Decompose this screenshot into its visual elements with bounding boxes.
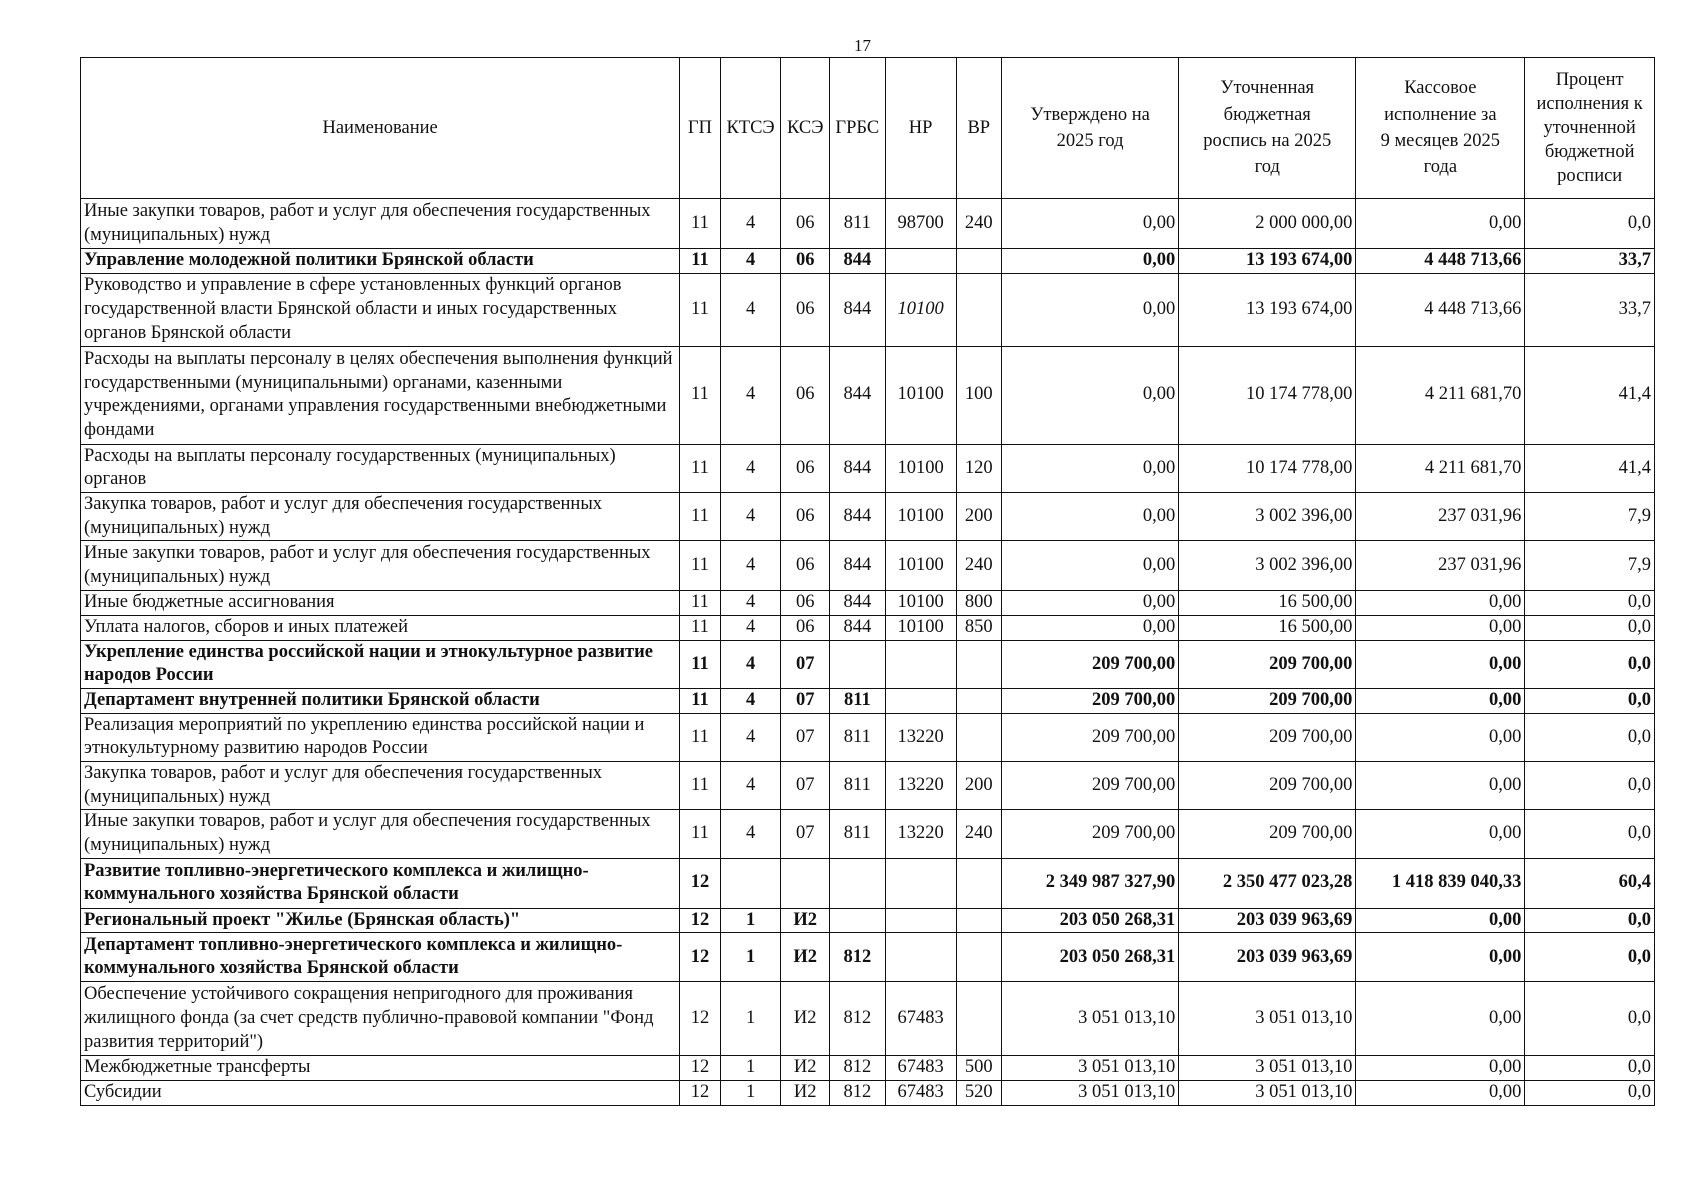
- cell-vr: [956, 908, 1002, 933]
- cell-ktse: 4: [720, 810, 781, 858]
- cell-refined: 209 700,00: [1179, 810, 1356, 858]
- cell-name: Межбюджетные трансферты: [81, 1056, 680, 1081]
- header-kse: КСЭ: [781, 58, 830, 199]
- cell-percent: 7,9: [1525, 541, 1655, 591]
- cell-refined: 203 039 963,69: [1179, 908, 1356, 933]
- cell-gp: 11: [680, 199, 720, 249]
- cell-cash: 0,00: [1356, 982, 1525, 1056]
- cell-name: Иные бюджетные ассигнования: [81, 591, 680, 616]
- cell-grbs: 844: [830, 273, 886, 346]
- cell-kse: 07: [781, 713, 830, 761]
- cell-cash: 4 211 681,70: [1356, 444, 1525, 492]
- cell-grbs: 844: [830, 493, 886, 541]
- table-row: [81, 982, 1655, 1056]
- cell-approved: 0,00: [1002, 591, 1179, 616]
- cell-vr: 240: [956, 810, 1002, 858]
- cell-ktse: 4: [720, 199, 781, 249]
- cell-nr: [885, 689, 956, 714]
- cell-refined: 203 039 963,69: [1179, 933, 1356, 982]
- cell-kse: [781, 858, 830, 908]
- table-row: [81, 933, 1655, 982]
- cell-percent: 0,0: [1525, 810, 1655, 858]
- cell-grbs: 811: [830, 689, 886, 714]
- table-row: [81, 346, 1655, 444]
- cell-refined: 3 002 396,00: [1179, 541, 1356, 591]
- cell-name: Укрепление единства российской нации и этнокультурное развитие народов России: [81, 640, 680, 688]
- cell-ktse: 1: [720, 1081, 781, 1106]
- cell-vr: [956, 713, 1002, 761]
- cell-vr: 120: [956, 444, 1002, 492]
- cell-cash: 0,00: [1356, 616, 1525, 641]
- cell-name: Департамент внутренней политики Брянской области: [81, 689, 680, 714]
- cell-gp: 12: [680, 982, 720, 1056]
- cell-cash: 0,00: [1356, 810, 1525, 858]
- cell-gp: 11: [680, 713, 720, 761]
- cell-approved: 0,00: [1002, 493, 1179, 541]
- cell-ktse: 1: [720, 933, 781, 982]
- cell-kse: 06: [781, 493, 830, 541]
- cell-name: Расходы на выплаты персоналу в целях обеспечения выполнения функций государственными (муниципальными) органами, казенными учреждениями, органами управления государственными внебюджетными фондами: [81, 346, 680, 444]
- header-percent: Процент исполнения к уточненной бюджетной росписи: [1525, 58, 1655, 199]
- header-refined: Уточненная бюджетная роспись на 2025 год: [1179, 58, 1356, 199]
- cell-kse: И2: [781, 982, 830, 1056]
- cell-vr: 100: [956, 346, 1002, 444]
- table-row: [81, 689, 1655, 714]
- cell-gp: 11: [680, 762, 720, 810]
- cell-gp: 11: [680, 273, 720, 346]
- cell-approved: 0,00: [1002, 273, 1179, 346]
- cell-gp: 11: [680, 810, 720, 858]
- cell-vr: 200: [956, 493, 1002, 541]
- cell-percent: 41,4: [1525, 346, 1655, 444]
- cell-grbs: 811: [830, 199, 886, 249]
- cell-percent: 0,0: [1525, 762, 1655, 810]
- cell-vr: [956, 249, 1002, 274]
- cell-percent: 33,7: [1525, 273, 1655, 346]
- cell-refined: 16 500,00: [1179, 616, 1356, 641]
- cell-approved: 3 051 013,10: [1002, 982, 1179, 1056]
- cell-approved: 3 051 013,10: [1002, 1056, 1179, 1081]
- cell-ktse: 4: [720, 616, 781, 641]
- cell-nr: 98700: [885, 199, 956, 249]
- cell-percent: 0,0: [1525, 591, 1655, 616]
- cell-vr: 200: [956, 762, 1002, 810]
- table-row: [81, 444, 1655, 492]
- cell-ktse: [720, 858, 781, 908]
- cell-ktse: 4: [720, 346, 781, 444]
- cell-name: Иные закупки товаров, работ и услуг для обеспечения государственных (муниципальных) нужд: [81, 810, 680, 858]
- table-row: [81, 810, 1655, 858]
- cell-grbs: 844: [830, 616, 886, 641]
- header-vr: ВР: [956, 58, 1002, 199]
- cell-approved: 0,00: [1002, 541, 1179, 591]
- cell-cash: 4 211 681,70: [1356, 346, 1525, 444]
- cell-percent: 0,0: [1525, 982, 1655, 1056]
- cell-name: Расходы на выплаты персоналу государственных (муниципальных) органов: [81, 444, 680, 492]
- cell-refined: 209 700,00: [1179, 762, 1356, 810]
- cell-ktse: 4: [720, 541, 781, 591]
- cell-ktse: 4: [720, 273, 781, 346]
- cell-nr: [885, 640, 956, 688]
- cell-nr: 10100: [885, 541, 956, 591]
- cell-cash: 0,00: [1356, 640, 1525, 688]
- cell-refined: 3 051 013,10: [1179, 1081, 1356, 1106]
- cell-nr: 10100: [885, 444, 956, 492]
- cell-name: Уплата налогов, сборов и иных платежей: [81, 616, 680, 641]
- cell-gp: 11: [680, 346, 720, 444]
- cell-ktse: 4: [720, 591, 781, 616]
- table-row: [81, 762, 1655, 810]
- cell-gp: 11: [680, 689, 720, 714]
- table-row: [81, 493, 1655, 541]
- cell-percent: 0,0: [1525, 908, 1655, 933]
- cell-grbs: 812: [830, 1056, 886, 1081]
- page-number: 17: [854, 36, 871, 55]
- header-nr: НР: [885, 58, 956, 199]
- cell-nr: [885, 933, 956, 982]
- cell-kse: 06: [781, 616, 830, 641]
- cell-percent: 0,0: [1525, 1056, 1655, 1081]
- cell-approved: 209 700,00: [1002, 810, 1179, 858]
- cell-approved: 0,00: [1002, 444, 1179, 492]
- cell-cash: 0,00: [1356, 933, 1525, 982]
- cell-nr: 67483: [885, 982, 956, 1056]
- cell-approved: 203 050 268,31: [1002, 908, 1179, 933]
- cell-cash: 0,00: [1356, 591, 1525, 616]
- cell-kse: 07: [781, 689, 830, 714]
- cell-nr: 67483: [885, 1081, 956, 1106]
- cell-gp: 11: [680, 444, 720, 492]
- cell-vr: [956, 982, 1002, 1056]
- cell-ktse: 1: [720, 1056, 781, 1081]
- cell-refined: 10 174 778,00: [1179, 346, 1356, 444]
- cell-gp: 12: [680, 908, 720, 933]
- cell-kse: 06: [781, 346, 830, 444]
- cell-gp: 11: [680, 493, 720, 541]
- cell-gp: 12: [680, 858, 720, 908]
- cell-refined: 3 051 013,10: [1179, 1056, 1356, 1081]
- cell-percent: 33,7: [1525, 249, 1655, 274]
- cell-percent: 0,0: [1525, 199, 1655, 249]
- cell-grbs: 844: [830, 444, 886, 492]
- cell-ktse: 1: [720, 908, 781, 933]
- cell-vr: 240: [956, 541, 1002, 591]
- cell-grbs: 811: [830, 713, 886, 761]
- cell-name: Иные закупки товаров, работ и услуг для обеспечения государственных (муниципальных) нужд: [81, 199, 680, 249]
- cell-gp: 12: [680, 1056, 720, 1081]
- cell-name: Департамент топливно-энергетического комплекса и жилищно-коммунального хозяйства Брянской области: [81, 933, 680, 982]
- cell-percent: 0,0: [1525, 713, 1655, 761]
- cell-name: Реализация мероприятий по укреплению единства российской нации и этнокультурному развитию народов России: [81, 713, 680, 761]
- cell-name: Управление молодежной политики Брянской области: [81, 249, 680, 274]
- table-row: [81, 1056, 1655, 1081]
- budget-table: [80, 57, 1655, 1106]
- cell-grbs: 812: [830, 933, 886, 982]
- cell-gp: 11: [680, 541, 720, 591]
- cell-approved: 3 051 013,10: [1002, 1081, 1179, 1106]
- cell-percent: 7,9: [1525, 493, 1655, 541]
- cell-approved: 209 700,00: [1002, 713, 1179, 761]
- cell-kse: 06: [781, 591, 830, 616]
- cell-nr: 13220: [885, 810, 956, 858]
- cell-vr: 800: [956, 591, 1002, 616]
- cell-grbs: 844: [830, 541, 886, 591]
- cell-refined: 3 051 013,10: [1179, 982, 1356, 1056]
- cell-vr: [956, 933, 1002, 982]
- cell-refined: 13 193 674,00: [1179, 273, 1356, 346]
- cell-name: Руководство и управление в сфере установленных функций органов государственной власти Брянской области и иных государственных органов Брянской области: [81, 273, 680, 346]
- cell-kse: 06: [781, 199, 830, 249]
- cell-grbs: [830, 908, 886, 933]
- header-approved: Утверждено на 2025 год: [1002, 58, 1179, 199]
- cell-percent: 60,4: [1525, 858, 1655, 908]
- cell-nr: 13220: [885, 713, 956, 761]
- cell-refined: 10 174 778,00: [1179, 444, 1356, 492]
- cell-grbs: 811: [830, 762, 886, 810]
- cell-grbs: 812: [830, 982, 886, 1056]
- cell-kse: 07: [781, 640, 830, 688]
- cell-cash: 4 448 713,66: [1356, 273, 1525, 346]
- table-row: [81, 249, 1655, 274]
- cell-name: Закупка товаров, работ и услуг для обеспечения государственных (муниципальных) нужд: [81, 762, 680, 810]
- cell-kse: 06: [781, 444, 830, 492]
- header-gp: ГП: [680, 58, 720, 199]
- cell-vr: [956, 640, 1002, 688]
- cell-kse: 07: [781, 762, 830, 810]
- cell-name: Региональный проект "Жилье (Брянская область)": [81, 908, 680, 933]
- cell-percent: 0,0: [1525, 1081, 1655, 1106]
- cell-vr: 520: [956, 1081, 1002, 1106]
- cell-nr: [885, 249, 956, 274]
- cell-nr: 10100: [885, 493, 956, 541]
- cell-vr: 850: [956, 616, 1002, 641]
- table-row: [81, 591, 1655, 616]
- cell-ktse: 4: [720, 444, 781, 492]
- cell-ktse: 4: [720, 713, 781, 761]
- cell-kse: 06: [781, 541, 830, 591]
- cell-cash: 0,00: [1356, 1081, 1525, 1106]
- table-row: [81, 541, 1655, 591]
- cell-gp: 11: [680, 640, 720, 688]
- cell-kse: И2: [781, 933, 830, 982]
- cell-nr: 13220: [885, 762, 956, 810]
- cell-cash: 0,00: [1356, 1056, 1525, 1081]
- header-name: Наименование: [81, 58, 680, 199]
- cell-vr: 240: [956, 199, 1002, 249]
- cell-gp: 12: [680, 933, 720, 982]
- cell-name: Развитие топливно-энергетического комплекса и жилищно-коммунального хозяйства Брянской области: [81, 858, 680, 908]
- cell-cash: 4 448 713,66: [1356, 249, 1525, 274]
- cell-vr: 500: [956, 1056, 1002, 1081]
- cell-refined: 209 700,00: [1179, 713, 1356, 761]
- cell-ktse: 4: [720, 493, 781, 541]
- cell-cash: 0,00: [1356, 199, 1525, 249]
- cell-nr: [885, 858, 956, 908]
- cell-percent: 0,0: [1525, 933, 1655, 982]
- cell-cash: 0,00: [1356, 713, 1525, 761]
- cell-cash: 1 418 839 040,33: [1356, 858, 1525, 908]
- cell-grbs: [830, 858, 886, 908]
- cell-approved: 2 349 987 327,90: [1002, 858, 1179, 908]
- table-row: [81, 908, 1655, 933]
- cell-gp: 11: [680, 616, 720, 641]
- cell-grbs: 844: [830, 249, 886, 274]
- cell-refined: 16 500,00: [1179, 591, 1356, 616]
- cell-refined: 13 193 674,00: [1179, 249, 1356, 274]
- cell-cash: 237 031,96: [1356, 541, 1525, 591]
- cell-approved: 0,00: [1002, 346, 1179, 444]
- cell-approved: 209 700,00: [1002, 762, 1179, 810]
- header-cash: Кассовое исполнение за 9 месяцев 2025 года: [1356, 58, 1525, 199]
- cell-vr: [956, 858, 1002, 908]
- cell-ktse: 1: [720, 982, 781, 1056]
- cell-kse: И2: [781, 908, 830, 933]
- cell-ktse: 4: [720, 762, 781, 810]
- cell-name: Обеспечение устойчивого сокращения непригодного для проживания жилищного фонда (за счет средств публично-правовой компании "Фонд развития территорий"): [81, 982, 680, 1056]
- cell-kse: 06: [781, 249, 830, 274]
- cell-cash: 0,00: [1356, 762, 1525, 810]
- cell-name: Субсидии: [81, 1081, 680, 1106]
- table-row: [81, 713, 1655, 761]
- cell-name: Иные закупки товаров, работ и услуг для обеспечения государственных (муниципальных) нужд: [81, 541, 680, 591]
- cell-approved: 203 050 268,31: [1002, 933, 1179, 982]
- cell-kse: И2: [781, 1056, 830, 1081]
- cell-gp: 11: [680, 249, 720, 274]
- cell-grbs: 811: [830, 810, 886, 858]
- cell-grbs: 844: [830, 591, 886, 616]
- header-grbs: ГРБС: [830, 58, 886, 199]
- cell-kse: 06: [781, 273, 830, 346]
- cell-percent: 41,4: [1525, 444, 1655, 492]
- table-row: [81, 616, 1655, 641]
- cell-name: Закупка товаров, работ и услуг для обеспечения государственных (муниципальных) нужд: [81, 493, 680, 541]
- cell-vr: [956, 689, 1002, 714]
- cell-cash: 0,00: [1356, 908, 1525, 933]
- header-ktse: КТСЭ: [720, 58, 781, 199]
- cell-gp: 11: [680, 591, 720, 616]
- cell-approved: 0,00: [1002, 249, 1179, 274]
- table-row: [81, 858, 1655, 908]
- cell-kse: 07: [781, 810, 830, 858]
- table-header-row: [81, 58, 1655, 199]
- cell-refined: 209 700,00: [1179, 640, 1356, 688]
- table-row: [81, 199, 1655, 249]
- cell-nr: 67483: [885, 1056, 956, 1081]
- cell-percent: 0,0: [1525, 640, 1655, 688]
- cell-percent: 0,0: [1525, 616, 1655, 641]
- cell-ktse: 4: [720, 249, 781, 274]
- cell-approved: 0,00: [1002, 616, 1179, 641]
- cell-approved: 209 700,00: [1002, 640, 1179, 688]
- cell-nr: 10100: [885, 346, 956, 444]
- table-row: [81, 1081, 1655, 1106]
- cell-cash: 0,00: [1356, 689, 1525, 714]
- cell-refined: 2 000 000,00: [1179, 199, 1356, 249]
- cell-grbs: 812: [830, 1081, 886, 1106]
- cell-nr: 10100: [885, 591, 956, 616]
- table-row: [81, 273, 1655, 346]
- cell-approved: 209 700,00: [1002, 689, 1179, 714]
- cell-gp: 12: [680, 1081, 720, 1106]
- cell-refined: 3 002 396,00: [1179, 493, 1356, 541]
- cell-vr: [956, 273, 1002, 346]
- cell-approved: 0,00: [1002, 199, 1179, 249]
- cell-kse: И2: [781, 1081, 830, 1106]
- cell-nr: 10100: [885, 616, 956, 641]
- cell-grbs: 844: [830, 346, 886, 444]
- cell-nr: 10100: [885, 273, 956, 346]
- cell-refined: 2 350 477 023,28: [1179, 858, 1356, 908]
- table-row: [81, 640, 1655, 688]
- cell-ktse: 4: [720, 689, 781, 714]
- cell-refined: 209 700,00: [1179, 689, 1356, 714]
- cell-cash: 237 031,96: [1356, 493, 1525, 541]
- cell-nr: [885, 908, 956, 933]
- cell-ktse: 4: [720, 640, 781, 688]
- cell-percent: 0,0: [1525, 689, 1655, 714]
- cell-grbs: [830, 640, 886, 688]
